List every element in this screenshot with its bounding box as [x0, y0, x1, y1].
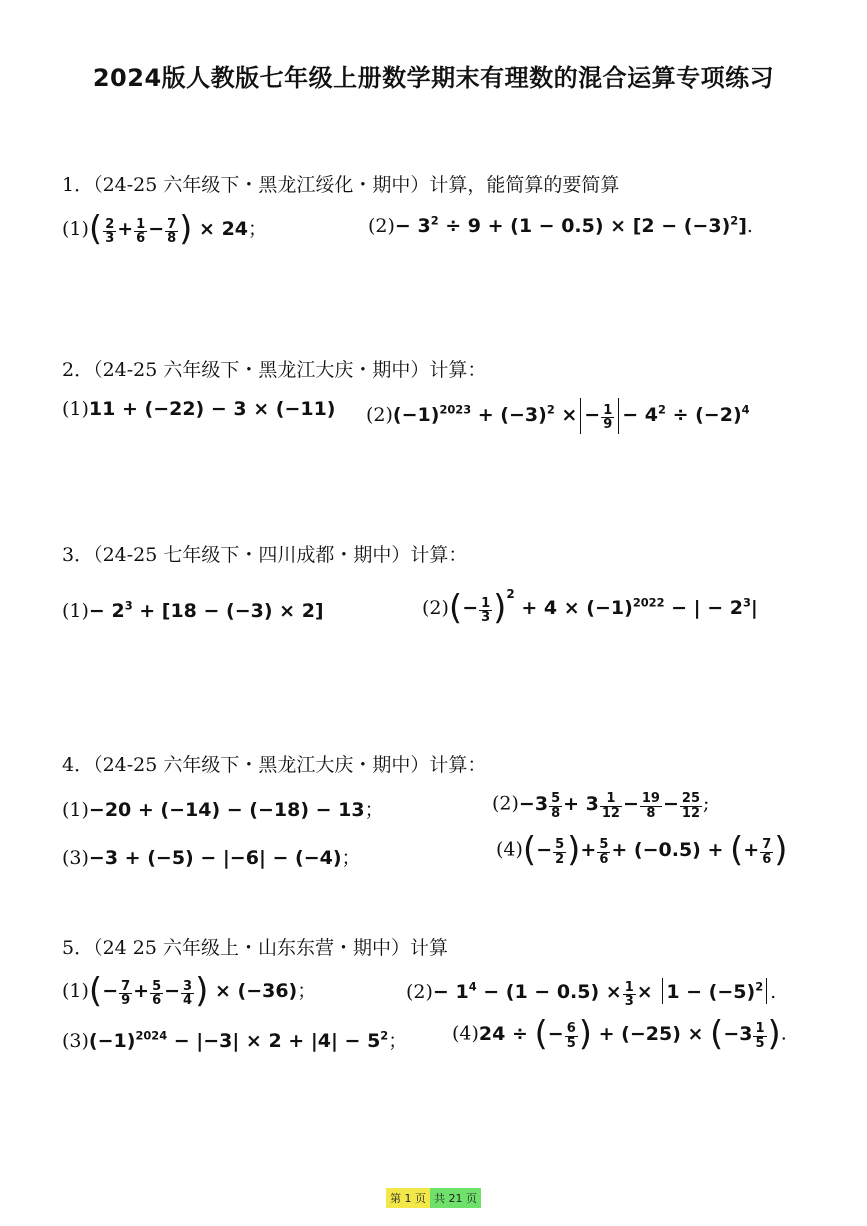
q1-part-1: (1)( $\frac{2}{3}$ + $\frac{1}{6}$ − $\frac{7}{8}$ ) × 24； — [62, 209, 268, 249]
q5-part-2: $(2)- 1^4 - (1 - 0.5)$ × $\frac{1}{3}$ × $1 - (-5)^2$ . — [406, 979, 777, 1010]
question-4-header: 4．（24-25 六年级下・黑龙江大庆・期中）计算： — [62, 754, 487, 776]
q4-part-4: (4)(− $\frac{5}{2}$ )+ $\frac{5}{6}$ + (−0.5) + (+ $\frac{7}{6}$ ) — [496, 829, 788, 870]
q2-part-2: $(2)(-1)^{2023} + (-3)^2$ × − $\frac{1}{9}$ − $4^2 \div (-2)^4$ — [366, 398, 750, 434]
q4-part-2: (2)−3 $\frac{5}{8}$ + 3 $\frac{1}{12}$ − $\frac{19}{8}$ − $\frac{25}{12}$ ; — [492, 791, 710, 821]
q5-part-4: (4)24 ÷ (− $\frac{6}{5}$ ) + (−25) × (−3 $\frac{1}{5}$ ). — [452, 1013, 787, 1054]
question-5-header: 5．（24 25 六年级上・山东东营・期中）计算 — [62, 937, 449, 959]
page-number-label: 第 1 页 — [386, 1188, 430, 1208]
page-footer — [0, 1188, 867, 1208]
q5-part-1: (1)(− $\frac{7}{9}$ + $\frac{5}{6}$ − $\frac{3}{4}$ ) × (−36)； — [62, 971, 317, 1011]
page-title: 2024版人教版七年级上册数学期末有理数的混合运算专项练习 — [92, 64, 775, 92]
q1-part-2: $(2)- 3^2 \div 9 + (1 - 0.5) \times [2 - (-3)^2]$. — [368, 213, 753, 237]
question-2-header: 2．（24-25 六年级下・黑龙江大庆・期中）计算： — [62, 359, 487, 381]
q3-part-1: $(1)- 2^3 + [18 - (-3) \times 2]$ — [62, 598, 324, 622]
question-3-header: 3．（24-25 七年级下・四川成都・期中）计算： — [62, 544, 468, 566]
q4-part-1: (1)−20 + (−14) − (−18) − 13； — [62, 799, 384, 821]
total-pages-label: 共 21 页 — [430, 1188, 481, 1208]
q3-part-2: (2)(− $\frac{1}{3}$ )$^2 + 4 \times (-1)^{2022}$ − | − $2^3|$ — [422, 587, 758, 628]
q5-part-3: $(3)(-1)^{2024} - |-3| \times 2 + |4| - 5^2$； — [62, 1028, 408, 1052]
question-1-header: 1．（24-25 六年级下・黑龙江绥化・期中）计算，能简算的要简算 — [62, 174, 620, 196]
q2-part-1: (1)11 + (−22) − 3 × (−11) — [62, 398, 336, 420]
q4-part-3: (3)−3 + (−5) − |−6| − (−4)； — [62, 847, 361, 869]
